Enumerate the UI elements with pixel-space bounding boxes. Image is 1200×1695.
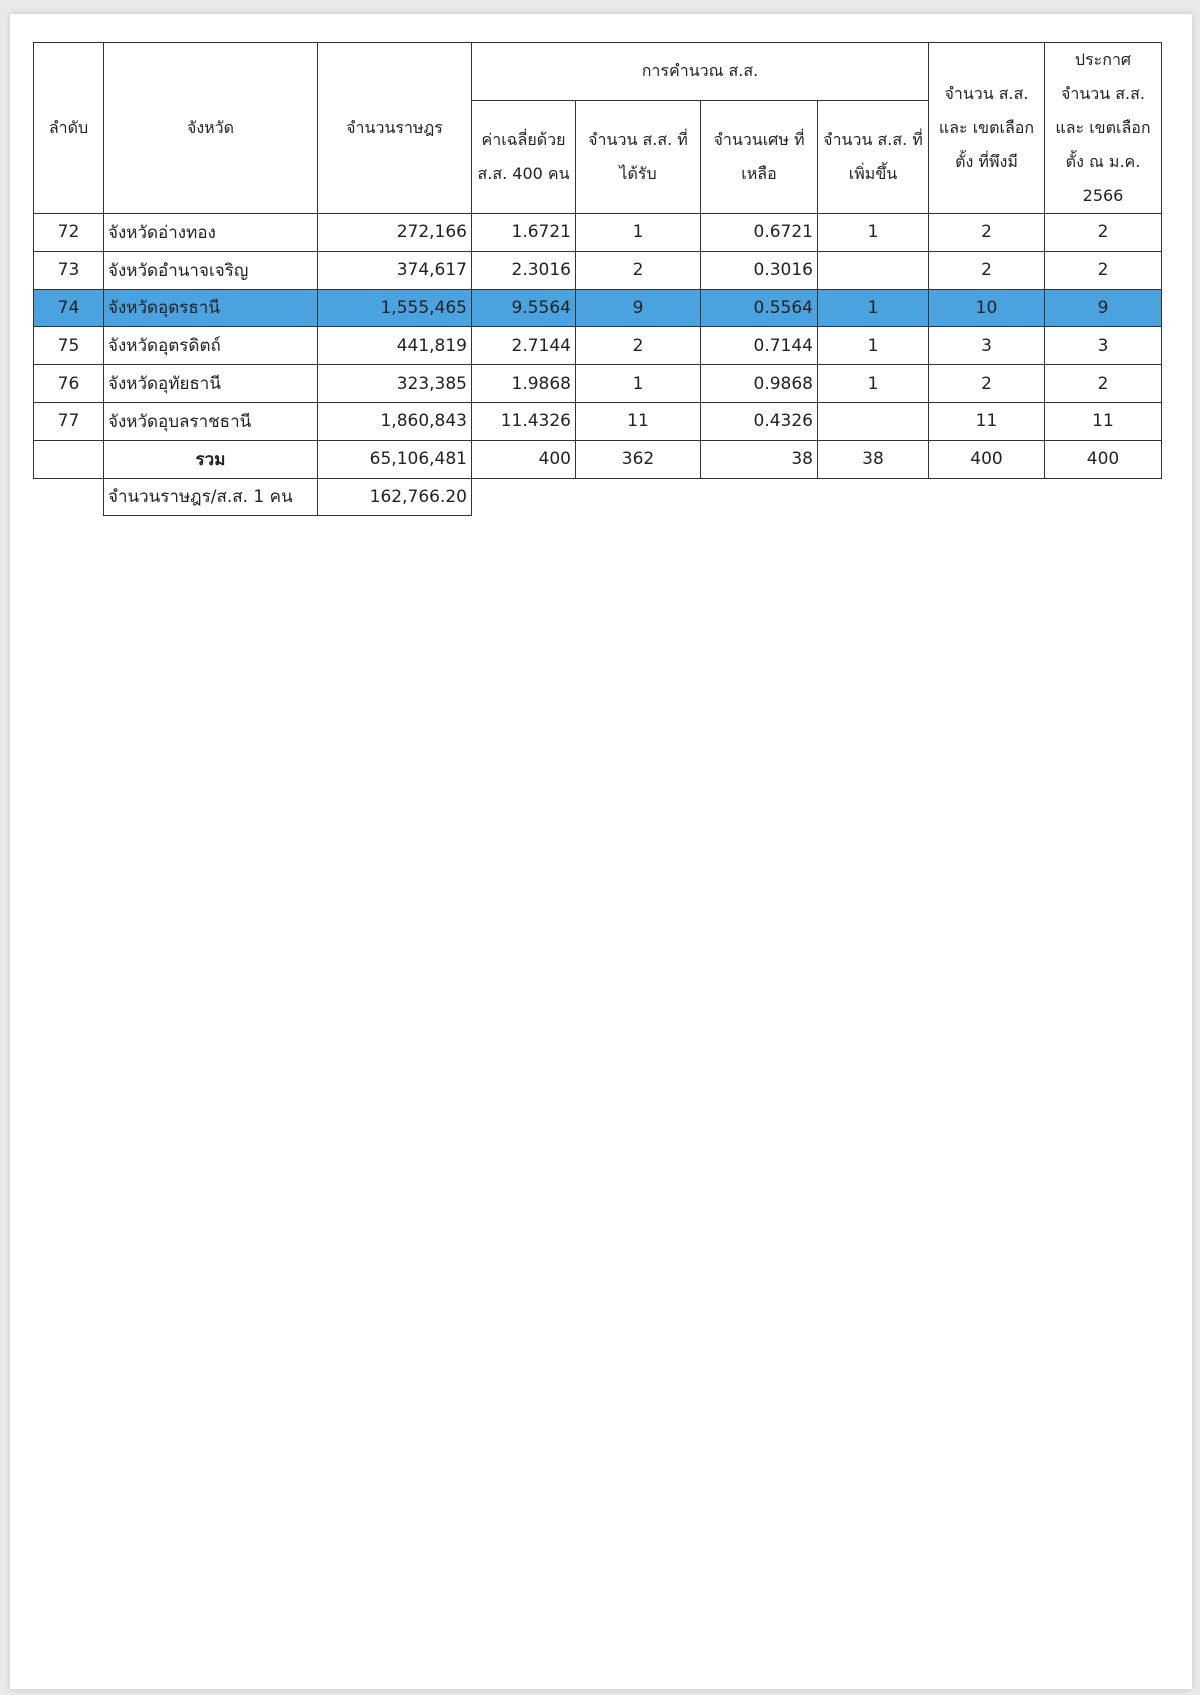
cell-order: 75	[34, 327, 104, 365]
table-row	[34, 402, 1162, 440]
cell-average: 2.7144	[472, 327, 576, 365]
cell-remainder: 0.9868	[701, 365, 818, 403]
total-average: 400	[472, 440, 576, 478]
table-row-highlighted	[34, 289, 1162, 327]
total-row	[34, 440, 1162, 478]
cell-population: 272,166	[318, 214, 472, 252]
header-announced: ประกาศ จำนวน ส.ส. และ เขตเลือกตั้ง ณ ม.ค. 2566	[1045, 43, 1162, 214]
cell-entitled: 3	[929, 327, 1045, 365]
cell-average: 1.9868	[472, 365, 576, 403]
spacer-cell	[818, 478, 929, 516]
per-mp-label: จำนวนราษฎร/ส.ส. 1 คน	[104, 478, 318, 516]
header-received: จำนวน ส.ส. ที่ได้รับ	[576, 100, 701, 213]
cell-province: จังหวัดอุทัยธานี	[104, 365, 318, 403]
cell-entitled: 11	[929, 402, 1045, 440]
spacer-cell	[472, 478, 576, 516]
cell-entitled: 2	[929, 251, 1045, 289]
cell-announced: 2	[1045, 251, 1162, 289]
cell-order: 73	[34, 251, 104, 289]
cell-added	[818, 402, 929, 440]
cell-announced: 2	[1045, 214, 1162, 252]
cell-remainder: 0.7144	[701, 327, 818, 365]
cell-remainder: 0.6721	[701, 214, 818, 252]
table-row	[34, 214, 1162, 252]
cell-order: 77	[34, 402, 104, 440]
cell-population: 1,860,843	[318, 402, 472, 440]
per-mp-value: 162,766.20	[318, 478, 472, 516]
cell-average: 11.4326	[472, 402, 576, 440]
cell-added: 1	[818, 289, 929, 327]
cell-order: 76	[34, 365, 104, 403]
header-average: ค่าเฉลี่ยด้วย ส.ส. 400 คน	[472, 100, 576, 213]
cell-entitled: 2	[929, 214, 1045, 252]
total-received: 362	[576, 440, 701, 478]
total-remainder: 38	[701, 440, 818, 478]
cell-announced: 2	[1045, 365, 1162, 403]
cell-remainder: 0.3016	[701, 251, 818, 289]
spacer-cell	[576, 478, 701, 516]
total-label: รวม	[104, 440, 318, 478]
cell-received: 2	[576, 251, 701, 289]
total-population: 65,106,481	[318, 440, 472, 478]
cell-average: 2.3016	[472, 251, 576, 289]
header-province: จังหวัด	[104, 43, 318, 214]
header-added: จำนวน ส.ส. ที่เพิ่มขึ้น	[818, 100, 929, 213]
cell-received: 1	[576, 214, 701, 252]
cell-population: 441,819	[318, 327, 472, 365]
table-row	[34, 327, 1162, 365]
table-row	[34, 365, 1162, 403]
cell-order: 72	[34, 214, 104, 252]
cell-province: จังหวัดอุบลราชธานี	[104, 402, 318, 440]
spacer-cell	[929, 478, 1045, 516]
header-remainder: จำนวนเศษ ที่เหลือ	[701, 100, 818, 213]
spacer-cell	[701, 478, 818, 516]
cell-province: จังหวัดอำนาจเจริญ	[104, 251, 318, 289]
cell-province: จังหวัดอ่างทอง	[104, 214, 318, 252]
cell-announced: 3	[1045, 327, 1162, 365]
cell-order: 74	[34, 289, 104, 327]
header-population: จำนวนราษฎร	[318, 43, 472, 214]
cell-added: 1	[818, 327, 929, 365]
cell-entitled: 2	[929, 365, 1045, 403]
cell-population: 1,555,465	[318, 289, 472, 327]
mp-allocation-table	[33, 42, 1162, 516]
cell-average: 9.5564	[472, 289, 576, 327]
cell-remainder: 0.5564	[701, 289, 818, 327]
cell-remainder: 0.4326	[701, 402, 818, 440]
total-entitled: 400	[929, 440, 1045, 478]
cell-received: 9	[576, 289, 701, 327]
cell-province: จังหวัดอุตรดิตถ์	[104, 327, 318, 365]
total-added: 38	[818, 440, 929, 478]
document-page	[10, 14, 1192, 1689]
cell-population: 323,385	[318, 365, 472, 403]
header-entitled: จำนวน ส.ส. และ เขตเลือกตั้ง ที่พึงมี	[929, 43, 1045, 214]
spacer-cell	[1045, 478, 1162, 516]
cell-added	[818, 251, 929, 289]
total-announced: 400	[1045, 440, 1162, 478]
cell-added: 1	[818, 214, 929, 252]
cell-received: 1	[576, 365, 701, 403]
cell-added: 1	[818, 365, 929, 403]
cell-average: 1.6721	[472, 214, 576, 252]
table-row	[34, 251, 1162, 289]
header-order: ลำดับ	[34, 43, 104, 214]
per-mp-row	[34, 478, 1162, 516]
cell-population: 374,617	[318, 251, 472, 289]
cell-province: จังหวัดอุดรธานี	[104, 289, 318, 327]
cell-entitled: 10	[929, 289, 1045, 327]
header-calculation-group: การคำนวณ ส.ส.	[472, 43, 929, 101]
cell-announced: 9	[1045, 289, 1162, 327]
cell-received: 2	[576, 327, 701, 365]
cell-received: 11	[576, 402, 701, 440]
cell-announced: 11	[1045, 402, 1162, 440]
spacer-cell	[34, 478, 104, 516]
cell-order-empty	[34, 440, 104, 478]
